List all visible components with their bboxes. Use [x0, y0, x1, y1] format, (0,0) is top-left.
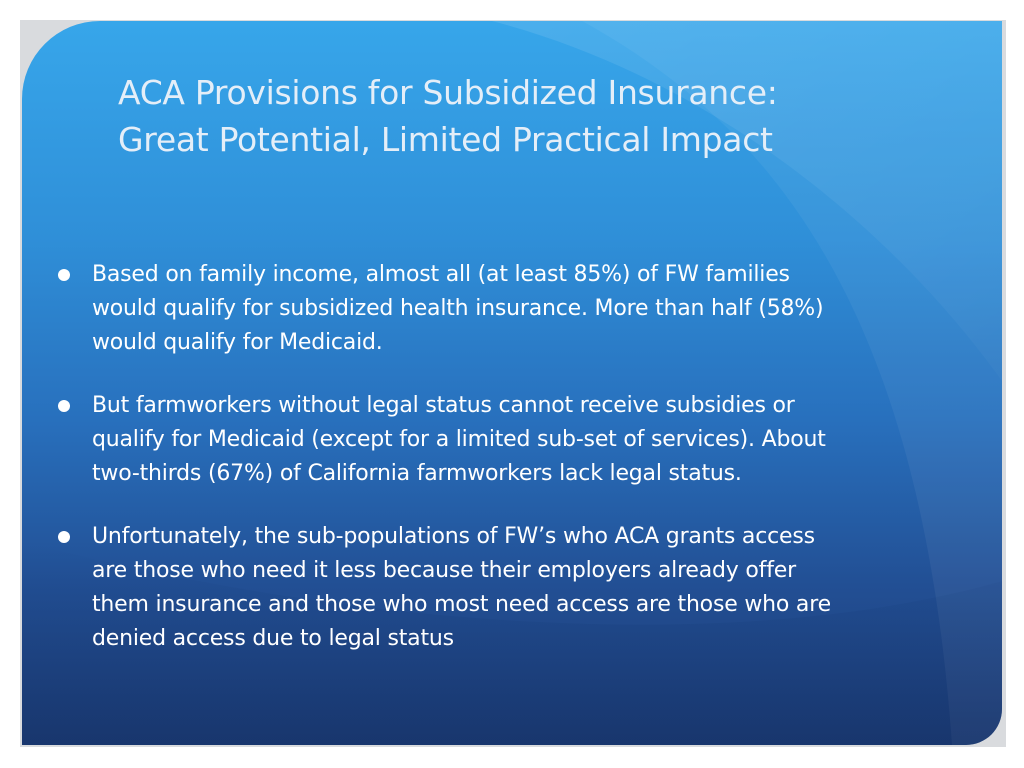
- bullet-item: [92, 520, 982, 656]
- bullet-text-line: qualify for Medicaid (except for a limited sub-set of services). About: [92, 427, 826, 452]
- bullet-text-line: But farmworkers without legal status cannot receive subsidies or: [92, 393, 795, 418]
- bullet-text-line: denied access due to legal status: [92, 626, 454, 651]
- slide-title: [118, 69, 938, 163]
- bullet-list: [92, 258, 982, 685]
- bullet-text-line: would qualify for Medicaid.: [92, 330, 383, 355]
- bullet-text-line: would qualify for subsidized health insurance. More than half (58%): [92, 296, 824, 321]
- bullet-text-line: them insurance and those who most need access are those who are: [92, 592, 831, 617]
- bullet-text-line: Unfortunately, the sub-populations of FW’s who ACA grants access: [92, 524, 815, 549]
- bullet-icon: [58, 400, 70, 412]
- bullet-text-line: are those who need it less because their employers already offer: [92, 558, 796, 583]
- slide-title-line: Great Potential, Limited Practical Impact: [118, 120, 773, 159]
- bullet-text-line: two-thirds (67%) of California farmworkers lack legal status.: [92, 461, 742, 486]
- bullet-icon: [58, 531, 70, 543]
- bullet-item: [92, 258, 982, 360]
- slide: [22, 21, 1002, 745]
- slide-title-line: ACA Provisions for Subsidized Insurance:: [118, 73, 778, 112]
- bullet-item: [92, 389, 982, 491]
- bullet-icon: [58, 269, 70, 281]
- bullet-text-line: Based on family income, almost all (at least 85%) of FW families: [92, 262, 790, 287]
